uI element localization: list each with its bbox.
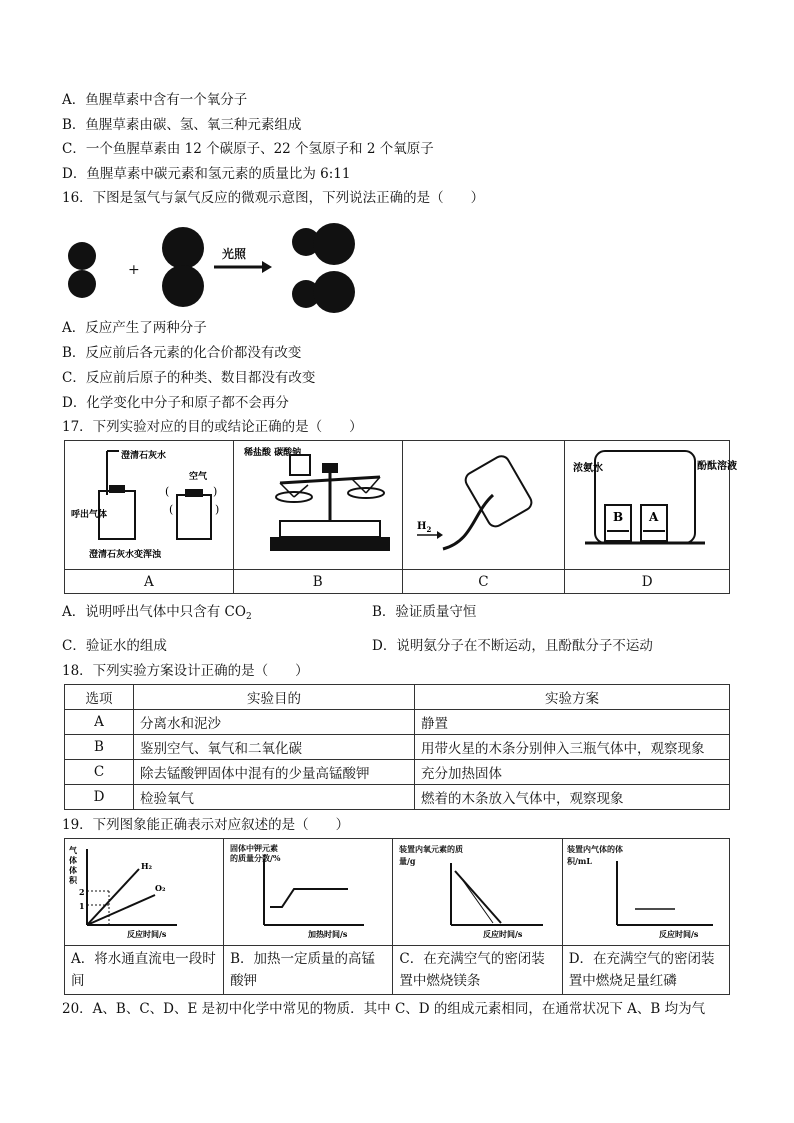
q17-figure-a xyxy=(65,441,234,570)
q16-option-a: A．反应产生了两种分子 xyxy=(62,320,207,336)
table-row: D 检验氧气 燃着的木条放入气体中，观察现象 xyxy=(65,785,730,810)
q15-option-d: D．鱼腥草素中碳元素和氢元素的质量比为 6:11 xyxy=(62,166,351,182)
q17-option-c: C．验证水的组成 xyxy=(62,638,167,654)
q17-label-c: C xyxy=(402,570,565,594)
svg-text:反应时间/s: 反应时间/s xyxy=(658,929,699,939)
svg-text:澄清石灰水变浑浊: 澄清石灰水变浑浊 xyxy=(89,550,162,560)
q17-figure-b xyxy=(233,441,402,570)
svg-text:1: 1 xyxy=(79,901,85,911)
q18-header-purpose: 实验目的 xyxy=(134,685,415,710)
svg-text:): ) xyxy=(215,503,220,516)
q19-graph-b: 固体中钾元素的质量分数/% 加热时间/s xyxy=(224,839,393,946)
table-row: C 除去锰酸钾固体中混有的少量高锰酸钾 充分加热固体 xyxy=(65,760,730,785)
q17-figure-table xyxy=(64,440,738,594)
q15-option-b: B．鱼腥草素由碳、氢、氧三种元素组成 xyxy=(62,117,302,133)
q17-label-a: A xyxy=(65,570,234,594)
q19-caption-c: C．在充满空气的密闭装 置中燃烧镁条 xyxy=(393,946,562,995)
q19-graph-table xyxy=(64,838,730,995)
svg-text:A: A xyxy=(649,510,659,524)
table-row: B 鉴别空气、氧气和二氧化碳 用带火星的木条分别伸入三瓶气体中，观察现象 xyxy=(65,735,730,760)
q17-figure-d xyxy=(565,441,738,570)
svg-text:2: 2 xyxy=(79,887,85,897)
q17-option-a: A．说明呼出气体中只含有 $CO_2$ xyxy=(62,604,252,622)
svg-text:B: B xyxy=(613,510,624,524)
q18-header-option: 选项 xyxy=(65,685,134,710)
q19-graph-a xyxy=(65,839,224,946)
q19-caption-b: B．加热一定质量的高锰 酸钾 xyxy=(224,946,393,995)
svg-text:(: ( xyxy=(165,485,170,498)
arrow-head-icon xyxy=(262,261,272,273)
svg-text:O₂: O₂ xyxy=(155,883,166,893)
svg-text:反应时间/s: 反应时间/s xyxy=(127,929,167,939)
q15-option-a: A．鱼腥草素中含有一个氧分子 xyxy=(62,92,248,108)
chlorine-atom xyxy=(162,227,204,269)
svg-text:反应时间/s: 反应时间/s xyxy=(483,929,523,939)
q18-header-plan: 实验方案 xyxy=(415,685,730,710)
q20-stem: 20．A、B、C、D、E 是初中化学中常见的物质．其中 C、D 的组成元素相同，在通常状况下 A、B 均为气 xyxy=(62,1001,706,1017)
q19-caption-d: D．在充满空气的密闭装 置中燃烧足量红磷 xyxy=(562,946,729,995)
q17-label-d: D xyxy=(565,570,730,594)
chlorine-atom xyxy=(162,265,204,307)
q19-graph-d: 装置内气体的体积/mL 反应时间/s xyxy=(562,839,729,946)
q17-label-b: B xyxy=(233,570,402,594)
svg-text:加热时间/s: 加热时间/s xyxy=(308,929,348,939)
q19-caption-a: A．将水通直流电一段时 间 xyxy=(65,946,224,995)
hydrogen-atom xyxy=(68,242,96,270)
svg-text:稀盐酸 碳酸钠: 稀盐酸 碳酸钠 xyxy=(243,448,301,458)
q16-option-d: D．化学变化中分子和原子都不会再分 xyxy=(62,395,289,411)
q17-stem: 17．下列实验对应的目的或结论正确的是（ ） xyxy=(62,419,363,435)
q17-option-d: D．说明氨分子在不断运动，且酚酞分子不运动 xyxy=(372,638,653,654)
q17-option-b: B．验证质量守恒 xyxy=(372,604,477,620)
svg-text:): ) xyxy=(213,485,218,498)
svg-text:浓氨水: 浓氨水 xyxy=(573,463,604,474)
svg-text:H₂: H₂ xyxy=(141,861,153,871)
table-row: A 分离水和泥沙 静置 xyxy=(65,710,730,735)
q16-stem: 16．下图是氢气与氯气反应的微观示意图，下列说法正确的是（ ） xyxy=(62,190,485,206)
svg-text:呼出气体: 呼出气体 xyxy=(71,510,108,520)
svg-text:空气: 空气 xyxy=(189,472,208,482)
chlorine-atom xyxy=(313,271,355,313)
svg-text:酚酞溶液: 酚酞溶液 xyxy=(697,461,738,472)
svg-text:H2: $H_2$ xyxy=(416,521,431,534)
q19-graph-c: 装置内氧元素的质量/g 反应时间/s xyxy=(393,839,562,946)
q16-reaction-diagram xyxy=(62,222,372,314)
chlorine-atom xyxy=(313,223,355,265)
q18-table xyxy=(64,684,730,810)
q15-option-c: C．一个鱼腥草素由 12 个碳原子、22 个氢原子和 2 个氧原子 xyxy=(62,141,434,157)
svg-text:澄清石灰水: 澄清石灰水 xyxy=(121,451,167,461)
q16-option-c: C．反应前后原子的种类、数目都没有改变 xyxy=(62,370,316,386)
q17-figure-c xyxy=(402,441,565,570)
q18-stem: 18．下列实验方案设计正确的是（ ） xyxy=(62,663,309,679)
hydrogen-atom xyxy=(68,270,96,298)
svg-text:气体体积: 气体体积 xyxy=(69,845,77,885)
q16-option-b: B．反应前后各元素的化合价都没有改变 xyxy=(62,345,302,361)
svg-text:+: + xyxy=(128,262,140,278)
arrow-label: 光照 xyxy=(222,247,247,261)
q19-stem: 19．下列图象能正确表示对应叙述的是（ ） xyxy=(62,817,350,833)
svg-text:(: ( xyxy=(169,503,174,516)
